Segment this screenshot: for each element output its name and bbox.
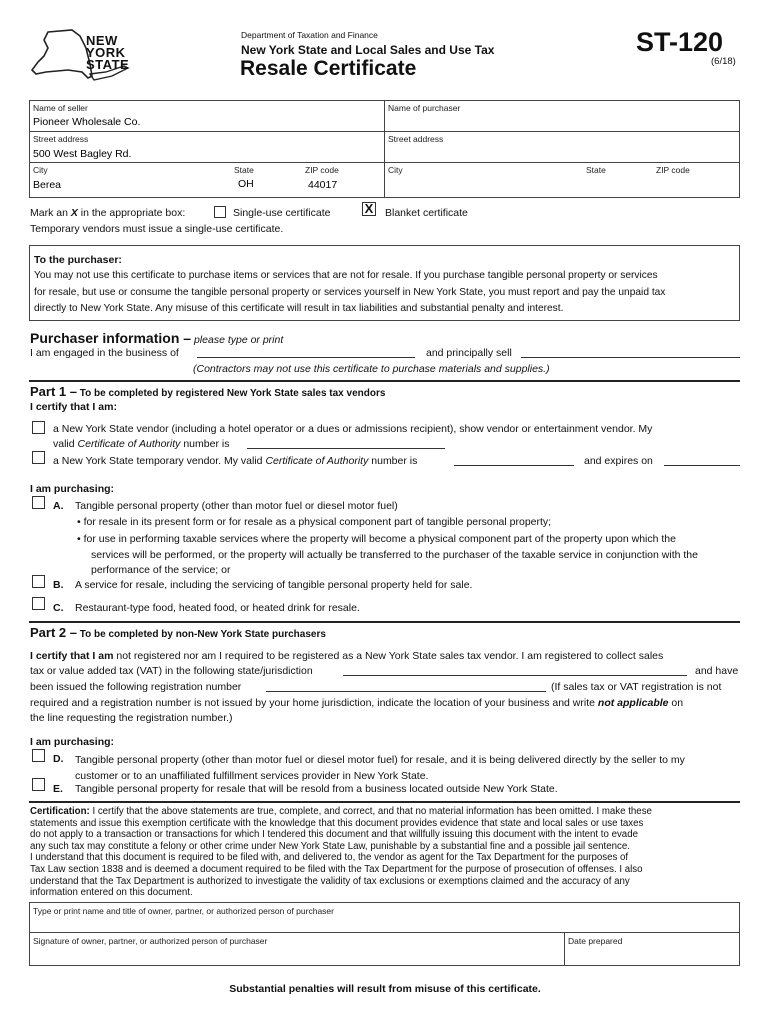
mark-x: X: [70, 207, 78, 219]
notice-heading: To the purchaser:: [34, 254, 122, 266]
part2-line-5: the line requesting the registration number.): [30, 712, 233, 724]
purchaser-street-field[interactable]: [388, 146, 736, 161]
option-a-checkbox[interactable]: [32, 496, 45, 509]
registration-number-input[interactable]: [266, 691, 546, 692]
purchaser-info-title: Purchaser information –: [30, 330, 192, 346]
seller-street-field[interactable]: 500 West Bagley Rd.: [33, 148, 132, 160]
seller-name-label: Name of seller: [33, 103, 88, 113]
notice-text: [34, 268, 665, 318]
signature-field[interactable]: [33, 947, 559, 964]
temp-vendor-checkbox[interactable]: [32, 451, 45, 464]
bullet-text: performance of the service; or: [91, 564, 231, 576]
section-divider: [29, 380, 740, 382]
logo-text: [86, 35, 129, 71]
option-c-text: Restaurant-type food, heated food, or heated drink for resale.: [75, 602, 360, 614]
temp-coa-number-input[interactable]: [454, 465, 574, 466]
seller-name-field[interactable]: Pioneer Wholesale Co.: [33, 116, 141, 128]
certification-line: statements and issue this exemption certificate with the knowledge that this document provides evidence that state and local sales or use taxes: [30, 817, 644, 829]
divider: [29, 162, 740, 163]
purchaser-state-label: State: [586, 165, 606, 175]
purchaser-state-field[interactable]: [586, 178, 648, 193]
certification-line: understand that the Tax Department is authorized to investigate the validity of tax exclusions or exemptions claimed and the accuracy of any: [30, 875, 630, 887]
part2-jurisdiction-label: tax or value added tax (VAT) in the following state/jurisdiction: [30, 665, 313, 677]
option-d-text: [75, 753, 685, 784]
mark-prefix: Mark an: [30, 207, 71, 219]
divider: [564, 932, 565, 966]
nys-vendor-checkbox[interactable]: [32, 421, 45, 434]
option-d-line: customer or to an unaffiliated fulfillment services provider in New York State.: [75, 769, 429, 782]
form-number: ST-120: [636, 27, 724, 57]
form-subtitle: New York State and Local Sales and Use Tax: [241, 43, 495, 57]
notice-line: You may not use this certificate to purchase items or services that are not for resale. If you purchase tangible personal property or services: [34, 270, 658, 281]
text-segment: not registered nor am I required to be registered as a New York State sales tax vendor. I am registered to collect sales: [113, 650, 664, 662]
seller-state-label: State: [234, 165, 254, 175]
certification-line: Tax Law section 1838 and is deemed a document required to be filed with the Tax Department for the purpose of prosecution of offenses. I also: [30, 863, 643, 875]
part1-title: Part 1 –: [30, 384, 77, 399]
name-title-field[interactable]: [33, 917, 733, 931]
option-b-letter: B.: [53, 579, 64, 591]
part2-title: Part 2 –: [30, 625, 77, 640]
text-segment: on: [668, 697, 684, 709]
part2-subtitle: To be completed by non-New York State purchasers: [76, 629, 326, 640]
seller-city-label: City: [33, 165, 48, 175]
certification-line: information entered on this document.: [30, 887, 193, 899]
option-a-letter: A.: [53, 500, 64, 512]
blanket-checked-mark: X: [364, 201, 374, 216]
option-a-bullet-1: • for resale in its present form or for resale as a physical component part of tangible personal property;: [77, 516, 552, 528]
seller-street-label: Street address: [33, 134, 89, 144]
signature-label: Signature of owner, partner, or authorized person of purchaser: [33, 936, 268, 946]
option-e-letter: E.: [53, 783, 63, 795]
option-d-letter: D.: [53, 753, 64, 765]
blanket-label: Blanket certificate: [385, 207, 468, 219]
section-divider: [29, 621, 740, 623]
part2-purchasing-label: I am purchasing:: [30, 736, 115, 748]
notice-line: for resale, but use or consume the tangible personal property or services yourself in New York State, you must report and pay the unpaid tax: [34, 286, 666, 298]
principally-sell-input[interactable]: [521, 357, 740, 358]
footer-warning: Substantial penalties will result from misuse of this certificate.: [229, 983, 541, 995]
coa-number-input[interactable]: [247, 448, 445, 449]
part2-certify-line-1: [30, 650, 663, 662]
purchaser-name-field[interactable]: [388, 114, 736, 129]
certification-line: any such tax may constitute a felony or other crime under New York State Law, punishable by a substantial fine and a possible jail sentence.: [30, 840, 630, 852]
certification-line: I understand that this document is required to be filed with, and delivered to, the vendor as agent for the Tax Department for the purposes of: [30, 852, 629, 864]
option-b-text: A service for resale, including the servicing of tangible personal property held for sale.: [75, 579, 473, 591]
date-prepared-field[interactable]: [568, 947, 736, 964]
divider: [29, 932, 740, 933]
part1-purchasing-label: I am purchasing:: [30, 483, 115, 495]
notice-line: directly to New York State. Any misuse of this certificate will result in tax liabilities and substantial penalty and interest.: [34, 303, 564, 314]
text-segment: Certificate of Authority: [265, 455, 369, 467]
part2-registration-label: been issued the following registration number: [30, 681, 242, 693]
part1-certify: I certify that I am:: [30, 401, 117, 413]
purchaser-zip-field[interactable]: [656, 178, 736, 193]
text-segment: valid: [53, 438, 78, 450]
text-segment: required and a registration number is not issued by your home jurisdiction, indicate the location of your business and write: [30, 697, 598, 709]
single-use-checkbox[interactable]: [214, 206, 226, 218]
seller-city-field[interactable]: Berea: [33, 179, 62, 191]
text-segment: a New York State temporary vendor. My valid: [53, 455, 266, 467]
date-prepared-label: Date prepared: [568, 936, 623, 946]
text-segment: not applicable: [597, 697, 669, 709]
purchaser-info-hint: please type or print: [191, 334, 284, 346]
option-e-checkbox[interactable]: [32, 778, 45, 791]
purchaser-city-label: City: [388, 165, 403, 175]
text-segment: number is: [368, 455, 418, 467]
logo-line: STATE: [86, 57, 130, 72]
part2-and-have: and have: [695, 665, 739, 677]
option-c-checkbox[interactable]: [32, 597, 45, 610]
seller-zip-field[interactable]: 44017: [308, 179, 338, 191]
temp-vendor-text: [53, 455, 417, 467]
option-b-checkbox[interactable]: [32, 575, 45, 588]
principally-sell-label: and principally sell: [426, 347, 512, 359]
part2-heading: [30, 625, 326, 640]
text-segment: I certify that I am: [30, 650, 114, 662]
part2-line-4: [30, 697, 683, 709]
expires-label: and expires on: [584, 455, 653, 467]
section-divider: [29, 801, 740, 803]
text-segment: number is: [180, 438, 230, 450]
purchaser-street-label: Street address: [388, 134, 444, 144]
option-e-text: Tangible personal property for resale that will be resold from a business located outside New York State.: [75, 783, 558, 795]
logo-line: YORK: [86, 45, 126, 60]
part1-heading: [30, 384, 385, 399]
option-a-text: Tangible personal property (other than motor fuel or diesel motor fuel): [75, 500, 398, 512]
option-d-checkbox[interactable]: [32, 749, 45, 762]
department-name: Department of Taxation and Finance: [241, 30, 378, 40]
certification-text: [30, 806, 742, 899]
business-label: I am engaged in the business of: [30, 347, 179, 359]
purchaser-city-field[interactable]: [388, 178, 578, 193]
temporary-vendor-note: Temporary vendors must issue a single-use certificate.: [30, 223, 284, 235]
page-title: Resale Certificate: [240, 57, 417, 80]
divider: [29, 131, 740, 132]
contractors-note: (Contractors may not use this certificate to purchase materials and supplies.): [193, 363, 550, 375]
seller-state-field[interactable]: OH: [238, 178, 254, 190]
nys-vendor-coa-label: [53, 438, 229, 450]
part2-if-note: (If sales tax or VAT registration is not: [551, 681, 722, 693]
business-input[interactable]: [197, 357, 415, 358]
option-d-line: Tangible personal property (other than motor fuel or diesel motor fuel) for resale, and it is being delivered directly by the seller to my: [75, 754, 685, 766]
mark-suffix: in the appropriate box:: [77, 207, 186, 219]
bullet-text: services will be performed, or the property will actually be transferred to the purchaser of the taxable service in conjunction with the: [91, 548, 698, 561]
nys-vendor-text: a New York State vendor (including a hotel operator or a dues or admissions recipient), show vendor or entertainment vendor. My: [53, 423, 653, 435]
text-segment: Certificate of Authority: [77, 438, 181, 450]
seller-zip-label: ZIP code: [305, 165, 339, 175]
name-title-label: Type or print name and title of owner, partner, or authorized person of purchaser: [33, 906, 334, 916]
certification-line: do not apply to a transaction or transactions for which I tendered this document and that willfully issuing this document with the intent to evade: [30, 829, 638, 841]
option-a-bullet-2: • for use in performing taxable services where the property will become a physical component part of the property upon which the services will be performed, or the property will actually be transferred to the purchaser of the taxable service in conjunction with the performance of the service; or: [77, 532, 698, 579]
blanket-checkbox[interactable]: [362, 202, 376, 216]
part1-subtitle: To be completed by registered New York State sales tax vendors: [76, 388, 386, 399]
purchaser-info-heading: [30, 330, 283, 346]
certification-label: Certification:: [30, 806, 90, 817]
certification-line: I certify that the above statements are true, complete, and correct, and that no material information has been omitted. I make these: [89, 806, 652, 817]
expires-date-input[interactable]: [664, 465, 740, 466]
divider: [384, 100, 385, 198]
purchaser-name-label: Name of purchaser: [388, 103, 461, 113]
logo-line: NEW: [86, 33, 118, 48]
bullet-text: for use in performing taxable services where the property will become a physical component part of the property upon which the: [83, 533, 676, 545]
mark-instruction: [30, 207, 185, 219]
jurisdiction-input[interactable]: [343, 675, 687, 676]
form-revision: (6/18): [711, 56, 736, 67]
bullet-text: for resale in its present form or for resale as a physical component part of tangible personal property;: [83, 516, 552, 528]
option-c-letter: C.: [53, 602, 64, 614]
purchaser-zip-label: ZIP code: [656, 165, 690, 175]
single-use-label: Single-use certificate: [233, 207, 331, 219]
